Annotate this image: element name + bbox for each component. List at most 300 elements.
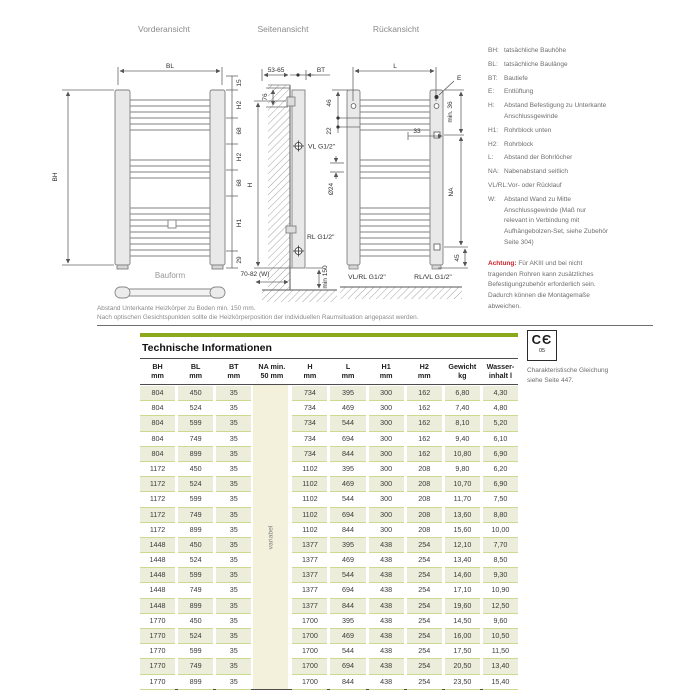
vent-point bbox=[435, 95, 439, 99]
cell-bl: 899 bbox=[178, 599, 213, 614]
column-header-line1: H1 bbox=[381, 362, 391, 371]
cell-gewicht: 14,60 bbox=[445, 568, 480, 583]
front-view-drawing bbox=[52, 63, 243, 298]
dim-29: 29 bbox=[236, 256, 243, 264]
cell-na bbox=[254, 386, 289, 400]
column-header bbox=[330, 362, 365, 380]
cell-l: 469 bbox=[330, 477, 365, 492]
cell-bl: 749 bbox=[178, 583, 213, 598]
cell-l: 469 bbox=[330, 553, 365, 568]
cell-wasserinhalt: 5,20 bbox=[483, 416, 518, 431]
cell-na bbox=[254, 477, 289, 491]
rl-label: RL G1/2" bbox=[307, 234, 335, 241]
cell-wasserinhalt: 13,40 bbox=[483, 659, 518, 674]
cell-bh: 804 bbox=[140, 447, 175, 462]
column-header bbox=[407, 362, 442, 380]
cell-bh: 1172 bbox=[140, 508, 175, 523]
cell-bl: 599 bbox=[178, 492, 213, 507]
legend-text: Abstand Befestigung zu Unterkante Anschlussgewinde bbox=[504, 102, 607, 120]
table-row bbox=[140, 476, 518, 491]
dim-68-lower: 68 bbox=[236, 179, 243, 187]
legend-item bbox=[488, 167, 610, 178]
cell-bh: 1172 bbox=[140, 477, 175, 492]
cell-wasserinhalt: 4,30 bbox=[483, 386, 518, 401]
legend-item bbox=[488, 181, 610, 192]
rear-view-title: Rückansicht bbox=[372, 24, 420, 34]
cell-na bbox=[254, 523, 289, 537]
cell-bt: 35 bbox=[216, 523, 251, 538]
legend-item bbox=[488, 60, 610, 71]
cell-bl: 450 bbox=[178, 538, 213, 553]
side-view-drawing bbox=[241, 67, 337, 302]
cell-na bbox=[254, 416, 289, 430]
cell-wasserinhalt: 8,50 bbox=[483, 553, 518, 568]
column-header-line1: H bbox=[307, 362, 313, 371]
cell-bh: 1448 bbox=[140, 538, 175, 553]
mount-bracket-upper bbox=[434, 132, 440, 138]
column-header-line2: kg bbox=[458, 371, 467, 380]
dim-33: 33 bbox=[413, 128, 421, 135]
cell-h: 1102 bbox=[292, 492, 327, 507]
table-body bbox=[140, 385, 518, 689]
cell-bl: 524 bbox=[178, 401, 213, 416]
column-header-line2: mm bbox=[303, 371, 317, 380]
legend-abbr: H1: bbox=[488, 126, 499, 134]
cell-h1: 438 bbox=[369, 538, 404, 553]
column-header-line2: mm bbox=[189, 371, 203, 380]
cell-bl: 599 bbox=[178, 416, 213, 431]
cell-h: 1700 bbox=[292, 614, 327, 629]
legend-abbr: L: bbox=[488, 154, 494, 162]
side-view-title: Seitenansicht bbox=[257, 24, 309, 34]
column-header-line2: mm bbox=[151, 371, 164, 380]
cell-h1: 438 bbox=[369, 675, 404, 690]
table-row bbox=[140, 522, 518, 537]
column-header-line1: L bbox=[345, 362, 351, 371]
legend-item bbox=[488, 195, 610, 249]
cell-h1: 438 bbox=[369, 659, 404, 674]
cell-wasserinhalt: 10,90 bbox=[483, 583, 518, 598]
cell-na bbox=[254, 538, 289, 552]
cell-h2: 208 bbox=[407, 523, 442, 538]
cell-wasserinhalt: 10,00 bbox=[483, 523, 518, 538]
legend-item bbox=[488, 126, 610, 137]
legend-abbr: W: bbox=[488, 195, 496, 203]
dim-bt: BT bbox=[316, 67, 326, 74]
legend-text: Rohrblock bbox=[504, 140, 534, 148]
table-row bbox=[140, 491, 518, 506]
cell-gewicht: 23,50 bbox=[445, 675, 480, 690]
cell-gewicht: 10,80 bbox=[445, 447, 480, 462]
cell-bh: 1448 bbox=[140, 568, 175, 583]
cell-bl: 749 bbox=[178, 508, 213, 523]
footnote-line1: Abstand Unterkante Heizkörper zu Boden min. 150 mm. bbox=[97, 305, 256, 312]
cell-bh: 1448 bbox=[140, 599, 175, 614]
vlrl-label: VL/RL G1/2" bbox=[348, 274, 386, 281]
cell-h1: 438 bbox=[369, 553, 404, 568]
legend-abbr: H: bbox=[488, 102, 495, 110]
table-row bbox=[140, 598, 518, 613]
cell-bt: 35 bbox=[216, 659, 251, 674]
cell-h1: 300 bbox=[369, 523, 404, 538]
cell-h: 1700 bbox=[292, 659, 327, 674]
cell-na bbox=[254, 492, 289, 506]
cell-l: 469 bbox=[330, 401, 365, 416]
cell-bl: 749 bbox=[178, 659, 213, 674]
cell-l: 844 bbox=[330, 675, 365, 690]
cell-h: 734 bbox=[292, 416, 327, 431]
cell-na bbox=[254, 614, 289, 628]
cell-gewicht: 17,10 bbox=[445, 583, 480, 598]
legend-item bbox=[488, 140, 610, 151]
cell-bt: 35 bbox=[216, 401, 251, 416]
cell-gewicht: 19,60 bbox=[445, 599, 480, 614]
cell-bl: 524 bbox=[178, 553, 213, 568]
cell-bh: 1770 bbox=[140, 675, 175, 690]
bauform-profile bbox=[115, 287, 225, 298]
cell-bt: 35 bbox=[216, 432, 251, 447]
cell-bh: 1172 bbox=[140, 492, 175, 507]
rlvl-label: RL/VL G1/2" bbox=[414, 274, 452, 281]
cell-bh: 1448 bbox=[140, 553, 175, 568]
table-header bbox=[140, 359, 518, 384]
cell-wasserinhalt: 11,50 bbox=[483, 644, 518, 659]
dim-min36: min. 36 bbox=[447, 101, 454, 123]
dim-h2-upper: H2 bbox=[236, 100, 243, 110]
cell-h: 1700 bbox=[292, 629, 327, 644]
cell-bh: 1172 bbox=[140, 462, 175, 477]
cell-bh: 1770 bbox=[140, 659, 175, 674]
legend-abbr: VL/RL: bbox=[488, 181, 508, 189]
cell-gewicht: 17,50 bbox=[445, 644, 480, 659]
cell-gewicht: 12,10 bbox=[445, 538, 480, 553]
table-row bbox=[140, 537, 518, 552]
dim-h1: H1 bbox=[236, 218, 243, 228]
cell-h2: 254 bbox=[407, 583, 442, 598]
table-row bbox=[140, 643, 518, 658]
table-row bbox=[140, 582, 518, 597]
cell-l: 395 bbox=[330, 386, 365, 401]
table-row bbox=[140, 613, 518, 628]
cell-h: 1700 bbox=[292, 644, 327, 659]
cell-na bbox=[254, 401, 289, 415]
cell-h: 734 bbox=[292, 432, 327, 447]
dim-68-upper: 68 bbox=[236, 127, 243, 135]
warning-label: Achtung: bbox=[488, 259, 517, 267]
column-header bbox=[254, 362, 289, 380]
cell-bt: 35 bbox=[216, 599, 251, 614]
cell-h: 1102 bbox=[292, 523, 327, 538]
cell-h: 1377 bbox=[292, 583, 327, 598]
cell-gewicht: 8,10 bbox=[445, 416, 480, 431]
cell-bt: 35 bbox=[216, 553, 251, 568]
legend-item bbox=[488, 87, 610, 98]
cell-h1: 300 bbox=[369, 508, 404, 523]
legend-abbr: BL: bbox=[488, 60, 498, 68]
technical-drawings bbox=[40, 55, 475, 305]
cell-l: 694 bbox=[330, 508, 365, 523]
cell-h: 1102 bbox=[292, 508, 327, 523]
cell-bt: 35 bbox=[216, 416, 251, 431]
cell-h1: 438 bbox=[369, 629, 404, 644]
cell-bl: 899 bbox=[178, 675, 213, 690]
dim-15: 15 bbox=[236, 79, 243, 87]
cell-l: 844 bbox=[330, 599, 365, 614]
cell-na bbox=[254, 553, 289, 567]
cell-h: 1377 bbox=[292, 568, 327, 583]
cell-h2: 208 bbox=[407, 508, 442, 523]
cell-bt: 35 bbox=[216, 644, 251, 659]
cell-l: 844 bbox=[330, 523, 365, 538]
column-header-line1: NA min. bbox=[258, 362, 286, 371]
cell-wasserinhalt: 9,60 bbox=[483, 614, 518, 629]
legend-abbr: BT: bbox=[488, 74, 498, 82]
column-header-line2: mm bbox=[227, 371, 241, 380]
cell-h1: 438 bbox=[369, 583, 404, 598]
cell-bh: 804 bbox=[140, 386, 175, 401]
front-view-title: Vorderansicht bbox=[138, 24, 190, 34]
table-row bbox=[140, 385, 518, 400]
cell-h: 1377 bbox=[292, 553, 327, 568]
ce-note-line2: siehe Seite 447. bbox=[527, 376, 574, 384]
dim-46: 46 bbox=[326, 99, 333, 107]
dim-o24: Ø24 bbox=[328, 182, 335, 196]
cell-l: 544 bbox=[330, 416, 365, 431]
column-header-line1: Gewicht bbox=[448, 362, 477, 371]
ce-mark bbox=[527, 330, 557, 361]
column-header bbox=[445, 362, 480, 380]
column-header-line1: H2 bbox=[419, 362, 429, 371]
cell-bl: 749 bbox=[178, 432, 213, 447]
table-row bbox=[140, 461, 518, 476]
cell-h1: 300 bbox=[369, 432, 404, 447]
cell-bt: 35 bbox=[216, 614, 251, 629]
dim-bl: BL bbox=[166, 63, 174, 70]
wall-bracket-bottom bbox=[286, 226, 296, 233]
legend-text: Abstand Wand zu Mitte Anschlussgewinde (Maß nur relevant in Verbindung mit Aufhängebolzen-Set, siehe Zubehör Seite 304) bbox=[504, 195, 609, 246]
cell-l: 395 bbox=[330, 614, 365, 629]
legend-text: Rohrblock unten bbox=[504, 126, 552, 134]
legend-text: tatsächliche Baulänge bbox=[504, 60, 568, 68]
technical-info-table bbox=[140, 333, 518, 690]
cell-l: 544 bbox=[330, 568, 365, 583]
cell-wasserinhalt: 12,50 bbox=[483, 599, 518, 614]
cell-bt: 35 bbox=[216, 492, 251, 507]
dim-l: L bbox=[393, 63, 397, 70]
cell-bh: 804 bbox=[140, 401, 175, 416]
legend-text: Entlüftung bbox=[504, 88, 534, 96]
table-row bbox=[140, 567, 518, 582]
column-header-line2: inhalt l bbox=[488, 371, 513, 380]
cell-l: 844 bbox=[330, 447, 365, 462]
warning-note bbox=[488, 259, 606, 313]
legend-text: tatsächliche Bauhöhe bbox=[504, 47, 567, 54]
table-row bbox=[140, 628, 518, 643]
cell-wasserinhalt: 7,70 bbox=[483, 538, 518, 553]
cell-h: 1377 bbox=[292, 538, 327, 553]
wall-bracket-top bbox=[287, 97, 295, 106]
cell-h1: 438 bbox=[369, 568, 404, 583]
cell-l: 694 bbox=[330, 583, 365, 598]
cell-l: 694 bbox=[330, 432, 365, 447]
table-row bbox=[140, 658, 518, 673]
column-header-line2: mm bbox=[341, 371, 355, 380]
cell-wasserinhalt: 6,90 bbox=[483, 447, 518, 462]
cell-h2: 254 bbox=[407, 659, 442, 674]
column-header-line1: BH bbox=[152, 362, 163, 371]
cell-h1: 438 bbox=[369, 644, 404, 659]
dim-45: 45 bbox=[454, 254, 461, 262]
cell-bh: 1770 bbox=[140, 629, 175, 644]
abbreviation-legend bbox=[488, 46, 610, 313]
cell-h2: 208 bbox=[407, 492, 442, 507]
ce-note-line1: Charakteristische Gleichung bbox=[527, 367, 609, 374]
legend-item bbox=[488, 153, 610, 164]
cell-l: 544 bbox=[330, 644, 365, 659]
cell-h1: 300 bbox=[369, 492, 404, 507]
section-divider bbox=[97, 325, 653, 326]
column-header bbox=[140, 362, 175, 380]
cell-na bbox=[254, 447, 289, 461]
cell-h2: 162 bbox=[407, 416, 442, 431]
cell-gewicht: 13,40 bbox=[445, 553, 480, 568]
dim-e: E bbox=[457, 75, 462, 82]
cell-bl: 899 bbox=[178, 523, 213, 538]
cell-h: 734 bbox=[292, 386, 327, 401]
cell-h: 1102 bbox=[292, 477, 327, 492]
cell-bl: 599 bbox=[178, 644, 213, 659]
cell-bt: 35 bbox=[216, 675, 251, 690]
table-title: Technische Informationen bbox=[142, 342, 272, 354]
column-header-line1: BL bbox=[190, 362, 201, 371]
cell-na bbox=[254, 599, 289, 613]
cell-h2: 162 bbox=[407, 386, 442, 401]
cell-h2: 208 bbox=[407, 477, 442, 492]
cell-h2: 254 bbox=[407, 553, 442, 568]
cell-bl: 450 bbox=[178, 386, 213, 401]
column-header bbox=[178, 362, 213, 380]
cell-wasserinhalt: 15,40 bbox=[483, 675, 518, 690]
cell-h2: 254 bbox=[407, 675, 442, 690]
cell-gewicht: 9,80 bbox=[445, 462, 480, 477]
front-detail-box bbox=[168, 220, 176, 228]
cell-h2: 162 bbox=[407, 447, 442, 462]
column-header-line2: 50 mm bbox=[260, 371, 284, 380]
cell-h: 734 bbox=[292, 447, 327, 462]
cell-h: 1377 bbox=[292, 599, 327, 614]
column-header bbox=[483, 362, 518, 380]
cell-h2: 254 bbox=[407, 629, 442, 644]
cell-gewicht: 10,70 bbox=[445, 477, 480, 492]
cell-bt: 35 bbox=[216, 462, 251, 477]
cell-bl: 899 bbox=[178, 447, 213, 462]
cell-na bbox=[254, 644, 289, 658]
cell-bt: 35 bbox=[216, 629, 251, 644]
cell-wasserinhalt: 10,50 bbox=[483, 629, 518, 644]
legend-text: Abstand der Bohrlöcher bbox=[504, 154, 573, 162]
cell-bt: 35 bbox=[216, 538, 251, 553]
ce-note bbox=[527, 366, 608, 385]
legend-text: Vor- oder Rücklauf bbox=[507, 181, 562, 189]
cell-h2: 254 bbox=[407, 644, 442, 659]
cell-l: 469 bbox=[330, 629, 365, 644]
dim-h: H bbox=[247, 182, 254, 188]
cell-h: 734 bbox=[292, 401, 327, 416]
cell-h2: 254 bbox=[407, 599, 442, 614]
cell-gewicht: 9,40 bbox=[445, 432, 480, 447]
cell-bt: 35 bbox=[216, 477, 251, 492]
cell-bt: 35 bbox=[216, 386, 251, 401]
cell-h2: 162 bbox=[407, 401, 442, 416]
cell-l: 544 bbox=[330, 492, 365, 507]
column-header bbox=[292, 362, 327, 380]
table-row bbox=[140, 552, 518, 567]
legend-abbr: BH: bbox=[488, 47, 499, 54]
legend-abbr: E: bbox=[488, 88, 495, 96]
cell-wasserinhalt: 6,10 bbox=[483, 432, 518, 447]
cell-bh: 804 bbox=[140, 432, 175, 447]
footnote-line2: Nach optischen Gesichtspunkten sollte die Heizkörperposition der individuellen Raumsituation angepasst werden. bbox=[97, 314, 419, 321]
cell-h1: 300 bbox=[369, 462, 404, 477]
cell-wasserinhalt: 4,80 bbox=[483, 401, 518, 416]
cell-na bbox=[254, 508, 289, 522]
cell-h1: 438 bbox=[369, 614, 404, 629]
cell-gewicht: 16,00 bbox=[445, 629, 480, 644]
cell-wasserinhalt: 6,20 bbox=[483, 462, 518, 477]
cell-wasserinhalt: 7,50 bbox=[483, 492, 518, 507]
warning-text: Für AKIII und bei nicht tragenden Rohren kann zusätzliches Befestigungzubehör erforderlich sein. Dadurch können die Montagemaße abweichen. bbox=[488, 259, 596, 310]
cell-gewicht: 11,70 bbox=[445, 492, 480, 507]
column-header-line1: Wasser- bbox=[486, 362, 515, 371]
cell-l: 395 bbox=[330, 462, 365, 477]
dim-min150: min 150 bbox=[322, 265, 329, 289]
dim-53-65: 53-65 bbox=[267, 67, 285, 74]
cell-h1: 300 bbox=[369, 477, 404, 492]
legend-item bbox=[488, 74, 610, 85]
cell-bl: 450 bbox=[178, 614, 213, 629]
cell-h2: 254 bbox=[407, 538, 442, 553]
dim-na: NA bbox=[448, 187, 455, 197]
cell-bh: 1448 bbox=[140, 583, 175, 598]
column-header bbox=[216, 362, 251, 380]
cell-l: 694 bbox=[330, 659, 365, 674]
cell-h2: 208 bbox=[407, 462, 442, 477]
cell-bh: 1172 bbox=[140, 523, 175, 538]
legend-text: Bautiefe bbox=[504, 74, 528, 82]
bauform-label: Bauform bbox=[154, 271, 186, 280]
cell-h2: 254 bbox=[407, 568, 442, 583]
na-variabel-label: variabel bbox=[267, 525, 274, 549]
cell-na bbox=[254, 432, 289, 446]
ce-mark-glyph: CЄ bbox=[531, 332, 553, 347]
cell-bt: 35 bbox=[216, 583, 251, 598]
cell-bh: 804 bbox=[140, 416, 175, 431]
cell-h1: 300 bbox=[369, 416, 404, 431]
table-row bbox=[140, 446, 518, 461]
cell-na bbox=[254, 659, 289, 673]
table-row bbox=[140, 507, 518, 522]
cell-bl: 524 bbox=[178, 629, 213, 644]
rear-view-drawing bbox=[326, 63, 468, 299]
vl-label: VL G1/2" bbox=[308, 143, 336, 151]
cell-na bbox=[254, 568, 289, 582]
legend-item bbox=[488, 46, 610, 57]
column-header-line1: BT bbox=[228, 362, 239, 371]
dim-w: 70-82 (W) bbox=[240, 271, 270, 278]
table-row bbox=[140, 415, 518, 430]
cell-h1: 300 bbox=[369, 447, 404, 462]
cell-gewicht: 14,50 bbox=[445, 614, 480, 629]
